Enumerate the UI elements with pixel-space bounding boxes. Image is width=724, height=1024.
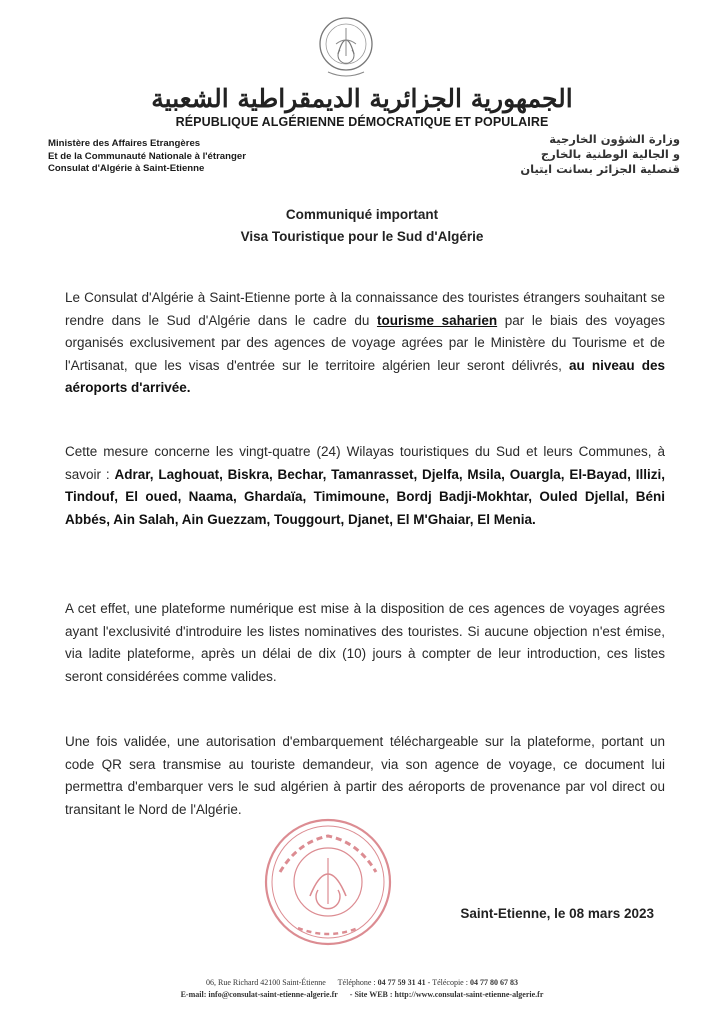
footer-fax: 04 77 80 67 83 xyxy=(469,978,518,987)
bold-phrase: au niveau des aéroports d'arrivée. xyxy=(65,357,665,395)
arabic-republic-title: الجمهورية الجزائرية الديمقراطية الشعبية xyxy=(151,84,573,113)
ministry-line: Consulat d'Algérie à Saint-Etienne xyxy=(48,163,205,174)
paragraph-2 xyxy=(65,441,665,531)
paragraph-4: Une fois validée, une autorisation d'embarquement téléchargeable sur la plateforme, portant un code QR sera transmise au touriste demandeur, via son agence de voyage, ce document lui permettra d'embarquer vers le sud algérien à partir des aéroports de provenance par vol direct ou transitant le Nord de l'Algérie. xyxy=(65,734,665,817)
ministry-block-ar xyxy=(520,132,680,177)
paragraph-text: Le Consulat d'Algérie à Saint-Etienne porte à la connaissance des touristes étrangers souhaitant se rendre dans le Sud d'Algérie dans le cadre du xyxy=(65,290,665,328)
ministry-line: Ministère des Affaires Etrangères xyxy=(48,138,201,149)
subject-heading xyxy=(0,204,724,248)
ministry-block-fr xyxy=(48,138,246,176)
subject-line-2: Visa Touristique pour le Sud d'Algérie xyxy=(240,229,484,244)
footer-phone: 04 77 59 31 41 xyxy=(377,978,426,987)
footer-email-label: E-mail: xyxy=(180,990,207,999)
algeria-emblem-icon xyxy=(316,14,376,84)
paragraph-1 xyxy=(65,287,665,400)
footer-web-label: - Site WEB : xyxy=(349,990,393,999)
footer-email-link[interactable]: info@consulat-saint-etienne-algerie.fr xyxy=(208,990,338,999)
footer-web-link[interactable]: http://www.consulat-saint-etienne-algerie.fr xyxy=(394,990,544,999)
ministry-line-ar: قنصلية الجزائر بسانت ايتيان xyxy=(520,162,680,176)
footer xyxy=(0,977,724,1001)
ministry-line-ar: وزارة الشؤون الخارجية xyxy=(549,132,680,146)
consulate-stamp-icon xyxy=(258,812,398,952)
paragraph-3: A cet effet, une plateforme numérique est mise à la disposition de ces agences de voyages agrées ayant l'exclusivité d'introduire les listes nominatives des touristes. Si aucune objection n'est émise, via ladite plateforme, après un délai de dix (10) jours à compter de leur introduction, ces listes seront considérées comme valides. xyxy=(65,601,665,684)
footer-line-2 xyxy=(0,989,724,1001)
french-republic-title: RÉPUBLIQUE ALGÉRIENNE DÉMOCRATIQUE ET POPULAIRE xyxy=(175,115,549,129)
footer-line-1: 06, Rue Richard 42100 Saint-Étienne Téléphone : 04 77 59 31 41 - Télécopie : 04 77 80 67 83 xyxy=(206,978,518,987)
footer-fax-label: Télécopie : xyxy=(432,978,468,987)
underlined-term: tourisme saharien xyxy=(376,312,498,328)
wilayas-list: Adrar, Laghouat, Biskra, Bechar, Tamanrasset, Djelfa, Msila, Ouargla, El-Bayad, Illizi, Tindouf, El oued, Naama, Ghardaïa, Timimoune, Bordj Badji-Mokhtar, Ouled Djellal, Béni Abbés, Ain Salah, Ain Guezzam, Touggourt, Djanet, El M'Ghaiar, El Menia. xyxy=(65,466,666,527)
footer-phone-label: Téléphone : xyxy=(337,978,376,987)
ministry-line: Et de la Communauté Nationale à l'étranger xyxy=(48,150,246,162)
ministry-line-ar: و الجالية الوطنية بالخارج xyxy=(540,147,680,161)
subject-line-1: Communiqué important xyxy=(285,207,439,222)
signature-date: Saint-Etienne, le 08 mars 2023 xyxy=(460,906,654,921)
footer-address: 06, Rue Richard 42100 Saint-Étienne xyxy=(206,978,326,987)
paragraph-text: par le biais des voyages organisés exclusivement par des agences de voyage agrées par le Ministère du Tourisme et de l'Artisanat, que les visas d'entrée sur le territoire algérien leur seront délivrés, xyxy=(65,312,665,373)
paragraph-text: Cette mesure concerne les vingt-quatre (24) Wilayas touristiques du Sud et leurs Communes, à savoir : xyxy=(65,444,665,482)
